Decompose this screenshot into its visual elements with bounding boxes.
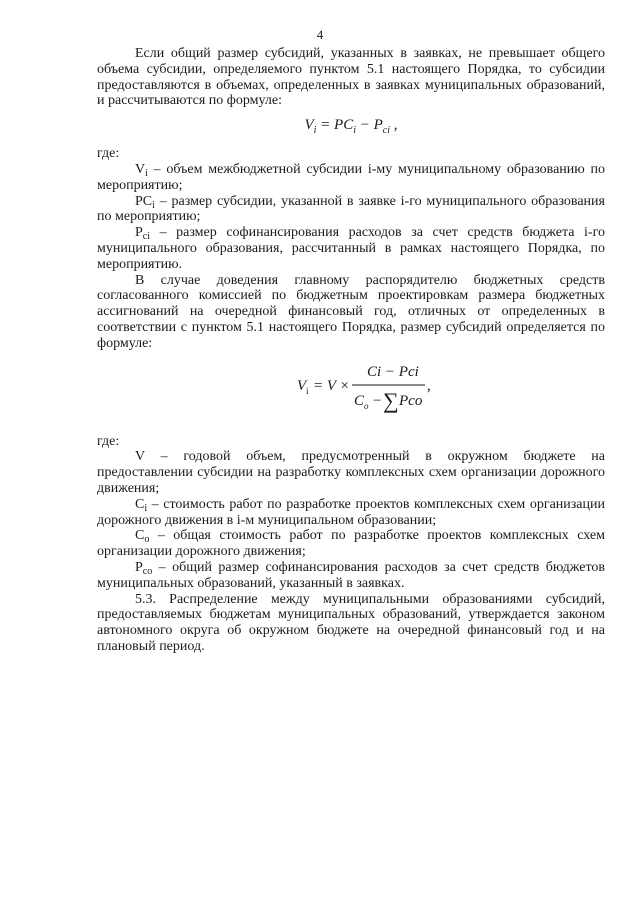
definition-v: V – годовой объем, предусмотренный в окружном бюджете на предоставлении субсидии на разработку комплексных схем организации дорожного движения;: [97, 449, 605, 496]
page-number: 4: [316, 27, 324, 42]
formula2-den-c: C: [354, 392, 365, 409]
paragraph-intro: Если общий размер субсидий, указанных в заявках, не превышает общего объема субсидии, определяемого пунктом 5.1 настоящего Порядка, то субсидии предоставляются в объемах, определенных в заявках муниципальных образований, и рассчитываются по формуле:: [97, 46, 605, 109]
formula2-numerator: Ci − Pci: [367, 363, 419, 380]
sum-symbol: ∑: [383, 387, 399, 413]
formula2-lhs-sub: i: [306, 385, 309, 396]
formula-proportional-distribution: [97, 358, 605, 420]
definition-pci: $PC_i$ – размер субсидии, указанной в заявке i-го муниципального образования по мероприятию;: [97, 193, 605, 225]
document-body: [97, 46, 605, 655]
formula2-mid: = V ×: [313, 377, 350, 394]
formula2-den-c-sub: o: [364, 400, 369, 411]
paragraph-case: В случае доведения главному распорядителю бюджетных средств согласованного комиссией по бюджетным проектировкам размера бюджетных ассигнований на очередной финансовый год, отличных от определенных в соответствии с пунктом 5.1 настоящего Порядка, размер субсидий определяется по формуле:: [97, 272, 605, 351]
definition-pco: $P_{co}$ – общий размер софинансирования расходов за счет средств бюджетов муниципальных образований, указанный в заявках.: [97, 559, 605, 591]
formula-equal-distribution: $V_i = PC_i - P_{ci}$ ,: [304, 117, 398, 137]
formula2-lhs: V: [297, 377, 307, 394]
where-label-1: где:: [97, 146, 120, 162]
paragraph-5-3: 5.3. Распределение между муниципальными образованиями субсидий, предоставляемых бюджетам муниципальных образований, утверждается законом автономного округа об окружном бюджете на очередной финансовый год и на плановый период.: [97, 591, 605, 654]
definition-co: $C_o$ – общая стоимость работ по разработке проектов комплексных схем организации дорожного движения;: [97, 528, 605, 560]
formula2-den-minus: −: [373, 392, 382, 409]
definition-pci-cofinancing: $P_{ci}$ – размер софинансирования расходов за счет средств бюджета i-го муниципального образования, рассчитанный в рамках настоящего Порядка, по мероприятию.: [97, 225, 605, 272]
where-label-2: где:: [97, 433, 120, 449]
formula2-den-p: Pco: [399, 392, 423, 409]
definition-vi: $V_i$ – объем межбюджетной субсидии i-му муниципальному образованию по мероприятию;: [97, 161, 605, 193]
definition-ci: $C_i$ – стоимость работ по разработке проектов комплексных схем организации дорожного движения в i-м муниципальном образовании;: [97, 496, 605, 528]
formula2-tail: ,: [427, 377, 431, 394]
